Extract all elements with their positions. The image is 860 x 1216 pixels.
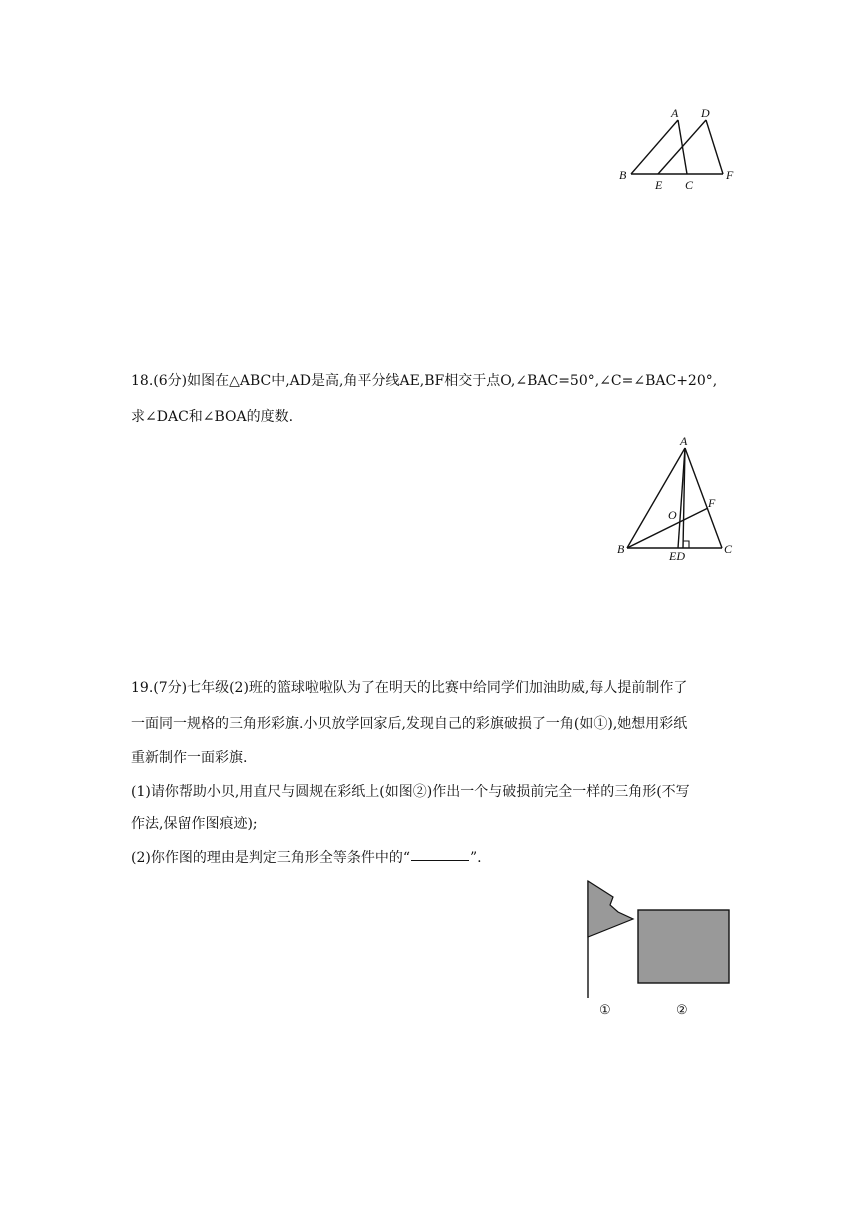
q19-line-2: 一面同一规格的三角形彩旗.小贝放学回家后,发现自己的彩旗破损了一角(如①),她想用彩纸: [131, 716, 688, 732]
figure-17-triangles: [612, 100, 742, 195]
q19-line-5: 作法,保留作图痕迹);: [131, 816, 258, 832]
answer-blank: [411, 860, 469, 861]
figure-18-triangle: [612, 430, 742, 565]
label-e: E: [655, 178, 663, 192]
right-angle-mark: [683, 541, 689, 548]
label-ed: ED: [669, 549, 685, 563]
label-c: C: [724, 542, 733, 556]
q19-line-6-before: (2)你作图的理由是判定三角形全等条件中的“: [131, 850, 410, 866]
segment-df: [706, 120, 723, 174]
label-a: A: [671, 106, 679, 120]
label-f: F: [726, 168, 734, 182]
segment-ed: [658, 120, 706, 174]
label-c: C: [685, 178, 694, 192]
label-d: D: [701, 106, 710, 120]
q19-line-1: 19.(7分)七年级(2)班的篮球啦啦队为了在明天的比赛中给同学们加油助威,每人提前制作了: [131, 680, 688, 696]
segment-ac: [685, 448, 722, 548]
label-b: B: [619, 168, 627, 182]
broken-flag: [588, 881, 633, 937]
q19-line-4: (1)请你帮助小贝,用直尺与圆规在彩纸上(如图②)作出一个与破损前完全一样的三角形(不写: [131, 784, 690, 800]
colored-paper: [638, 910, 729, 983]
figure-19-flag-and-paper: [580, 875, 740, 1005]
caption-1: ①: [599, 1003, 611, 1018]
label-a: A: [680, 434, 688, 448]
segment-ba: [631, 120, 678, 174]
label-b: B: [617, 542, 625, 556]
q19-line-3: 重新制作一面彩旗.: [131, 750, 248, 766]
label-f: F: [708, 496, 716, 510]
caption-2: ②: [676, 1003, 688, 1018]
q19-line-6: [131, 847, 482, 867]
label-o: O: [668, 508, 677, 522]
q19-line-6-after: ”.: [470, 850, 482, 866]
q18-line-2: 求∠DAC和∠BOA的度数.: [131, 409, 294, 425]
q18-line-1: 18.(6分)如图在△ABC中,AD是高,角平分线AE,BF相交于点O,∠BAC=50°,∠C=∠BAC+20°,: [131, 373, 718, 389]
